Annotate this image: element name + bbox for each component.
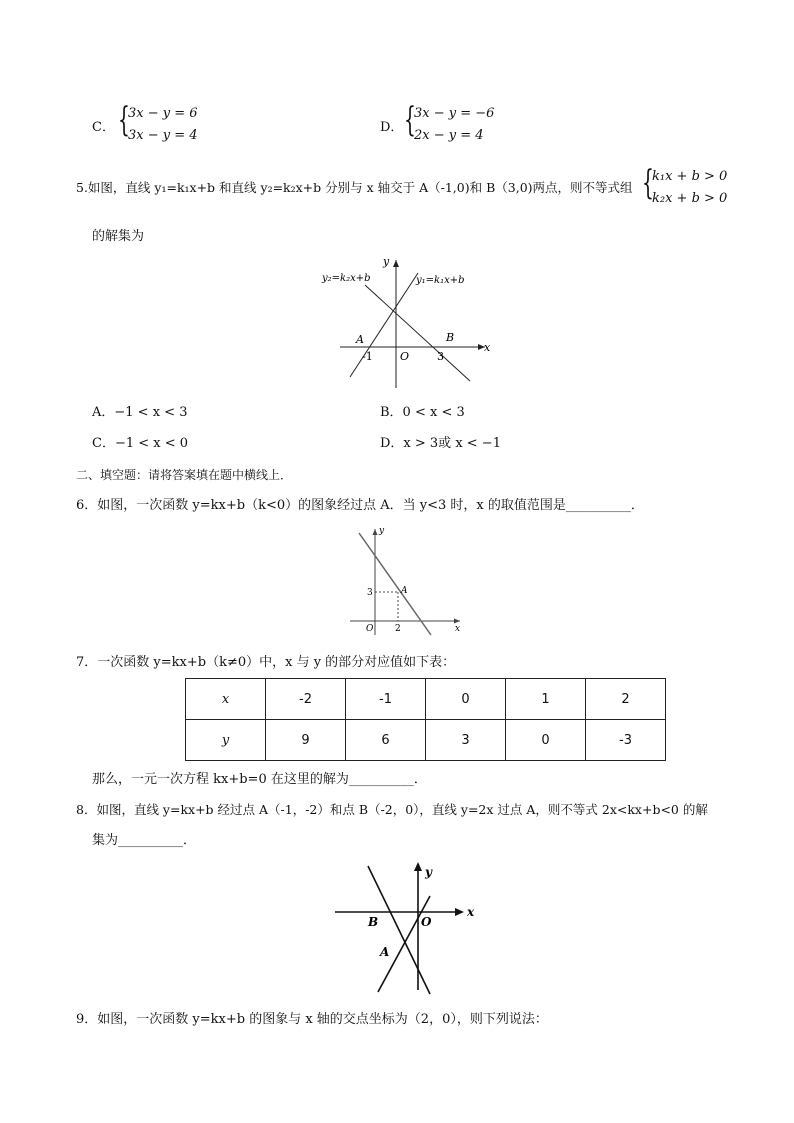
function-line xyxy=(359,533,431,635)
tick-minus1: -1 xyxy=(362,350,373,363)
q5-option-a: A．−1 < x < 3 xyxy=(92,405,188,420)
origin-label: O xyxy=(400,350,410,363)
option-c-system xyxy=(128,103,198,147)
brace: { xyxy=(118,100,130,140)
q8-figure xyxy=(330,860,480,1000)
table-cell: 9 xyxy=(266,720,346,761)
x-axis-arrow xyxy=(454,619,460,624)
q5-system xyxy=(652,166,727,210)
table-cell: 6 xyxy=(346,720,426,761)
tick-3: 3 xyxy=(367,588,373,598)
option-c-label: C． xyxy=(92,120,115,135)
line-y2 xyxy=(365,285,470,381)
table-row xyxy=(186,720,666,761)
brace: { xyxy=(642,163,654,203)
point-b-label: B xyxy=(446,331,455,344)
q6-text: 6．如图，一次函数 y=kx+b（k<0）的图象经过点 A．当 y<3 时，x 的取值范围是 xyxy=(76,498,566,513)
option-d-label: D． xyxy=(380,120,404,135)
option-d-system xyxy=(414,103,494,147)
table-row xyxy=(186,679,666,720)
y-label: y xyxy=(379,526,385,536)
y-label: y xyxy=(383,255,390,268)
line-kx-b xyxy=(368,866,430,994)
q6-figure xyxy=(345,523,470,638)
q7-end: ． xyxy=(413,772,427,787)
q6-blank: __________ xyxy=(565,498,631,513)
x-label: x xyxy=(467,905,475,919)
y-label: y xyxy=(425,865,432,879)
y-axis-arrow xyxy=(414,862,422,871)
tick-2: 2 xyxy=(395,624,401,634)
table-cell: 3 xyxy=(426,720,506,761)
tick-3: 3 xyxy=(437,350,444,363)
table-cell: 0 xyxy=(506,720,586,761)
option-c-eq2: 3x − y = 4 xyxy=(128,128,198,143)
q6-stem xyxy=(76,498,644,514)
q8-end: ． xyxy=(183,833,197,848)
y-axis-arrow xyxy=(373,529,378,535)
table-cell: x xyxy=(186,679,266,720)
value-table xyxy=(185,678,666,761)
label-y1: y₁=k₁x+b xyxy=(416,275,465,286)
table-cell: -3 xyxy=(586,720,666,761)
table-cell: 1 xyxy=(506,679,586,720)
q9-stem: 9．如图，一次函数 y=kx+b 的图象与 x 轴的交点坐标为（2，0），则下列说法： xyxy=(76,1012,548,1027)
origin-label: O xyxy=(421,915,432,929)
q5-figure xyxy=(320,255,500,390)
q5-option-d: D．x > 3或 x < −1 xyxy=(380,436,501,451)
q5-option-c: C．−1 < x < 0 xyxy=(92,436,189,451)
point-a-label: A xyxy=(356,333,364,346)
table-cell: 0 xyxy=(426,679,506,720)
q6-end: ． xyxy=(630,498,644,513)
q5-stem2: 的解集为 xyxy=(92,229,145,244)
y-axis-arrow xyxy=(393,260,399,267)
point-a-label: A xyxy=(380,945,390,959)
q8-stem2 xyxy=(92,833,196,849)
q7-blank: __________ xyxy=(348,772,414,787)
q7-after xyxy=(92,772,427,788)
table-cell: y xyxy=(186,720,266,761)
q8-stem2-text: 集为 xyxy=(92,833,119,848)
option-d-eq1: 3x − y = −6 xyxy=(414,106,495,121)
brace: { xyxy=(404,100,416,140)
q8-stem: 8．如图，直线 y=kx+b 经过点 A（-1，-2）和点 B（-2，0），直线 y=2x 过点 A，则不等式 2x<kx+b<0 的解 xyxy=(76,802,708,817)
origin-label: O xyxy=(366,624,374,634)
point-b-label: B xyxy=(368,915,379,929)
table-cell: 2 xyxy=(586,679,666,720)
x-label: x xyxy=(484,341,491,354)
q5-option-b: B．0 < x < 3 xyxy=(380,405,465,420)
table-cell: -2 xyxy=(266,679,346,720)
q5-stem: 5.如图，直线 y₁=k₁x+b 和直线 y₂=k₂x+b 分别与 x 轴交于 A（-1,0)和 B（3,0)两点，则不等式组 xyxy=(76,180,633,195)
q8-blank: __________ xyxy=(118,833,184,848)
x-label: x xyxy=(455,624,461,634)
q7-after-text: 那么，一元一次方程 kx+b=0 在这里的解为 xyxy=(92,772,349,787)
option-c-eq1: 3x − y = 6 xyxy=(128,106,198,121)
label-y2: y₂=k₂x+b xyxy=(322,273,371,284)
q7-stem: 7．一次函数 y=kx+b（k≠0）中，x 与 y 的部分对应值如下表： xyxy=(76,655,456,670)
table-cell: -1 xyxy=(346,679,426,720)
option-d-eq2: 2x − y = 4 xyxy=(414,128,484,143)
q5-sys2: k₂x + b > 0 xyxy=(652,191,728,206)
x-axis-arrow xyxy=(455,908,464,916)
point-a-label: A xyxy=(401,586,408,596)
q5-sys1: k₁x + b > 0 xyxy=(652,169,728,184)
section-heading: 二、填空题：请将答案填在题中横线上． xyxy=(76,468,293,482)
